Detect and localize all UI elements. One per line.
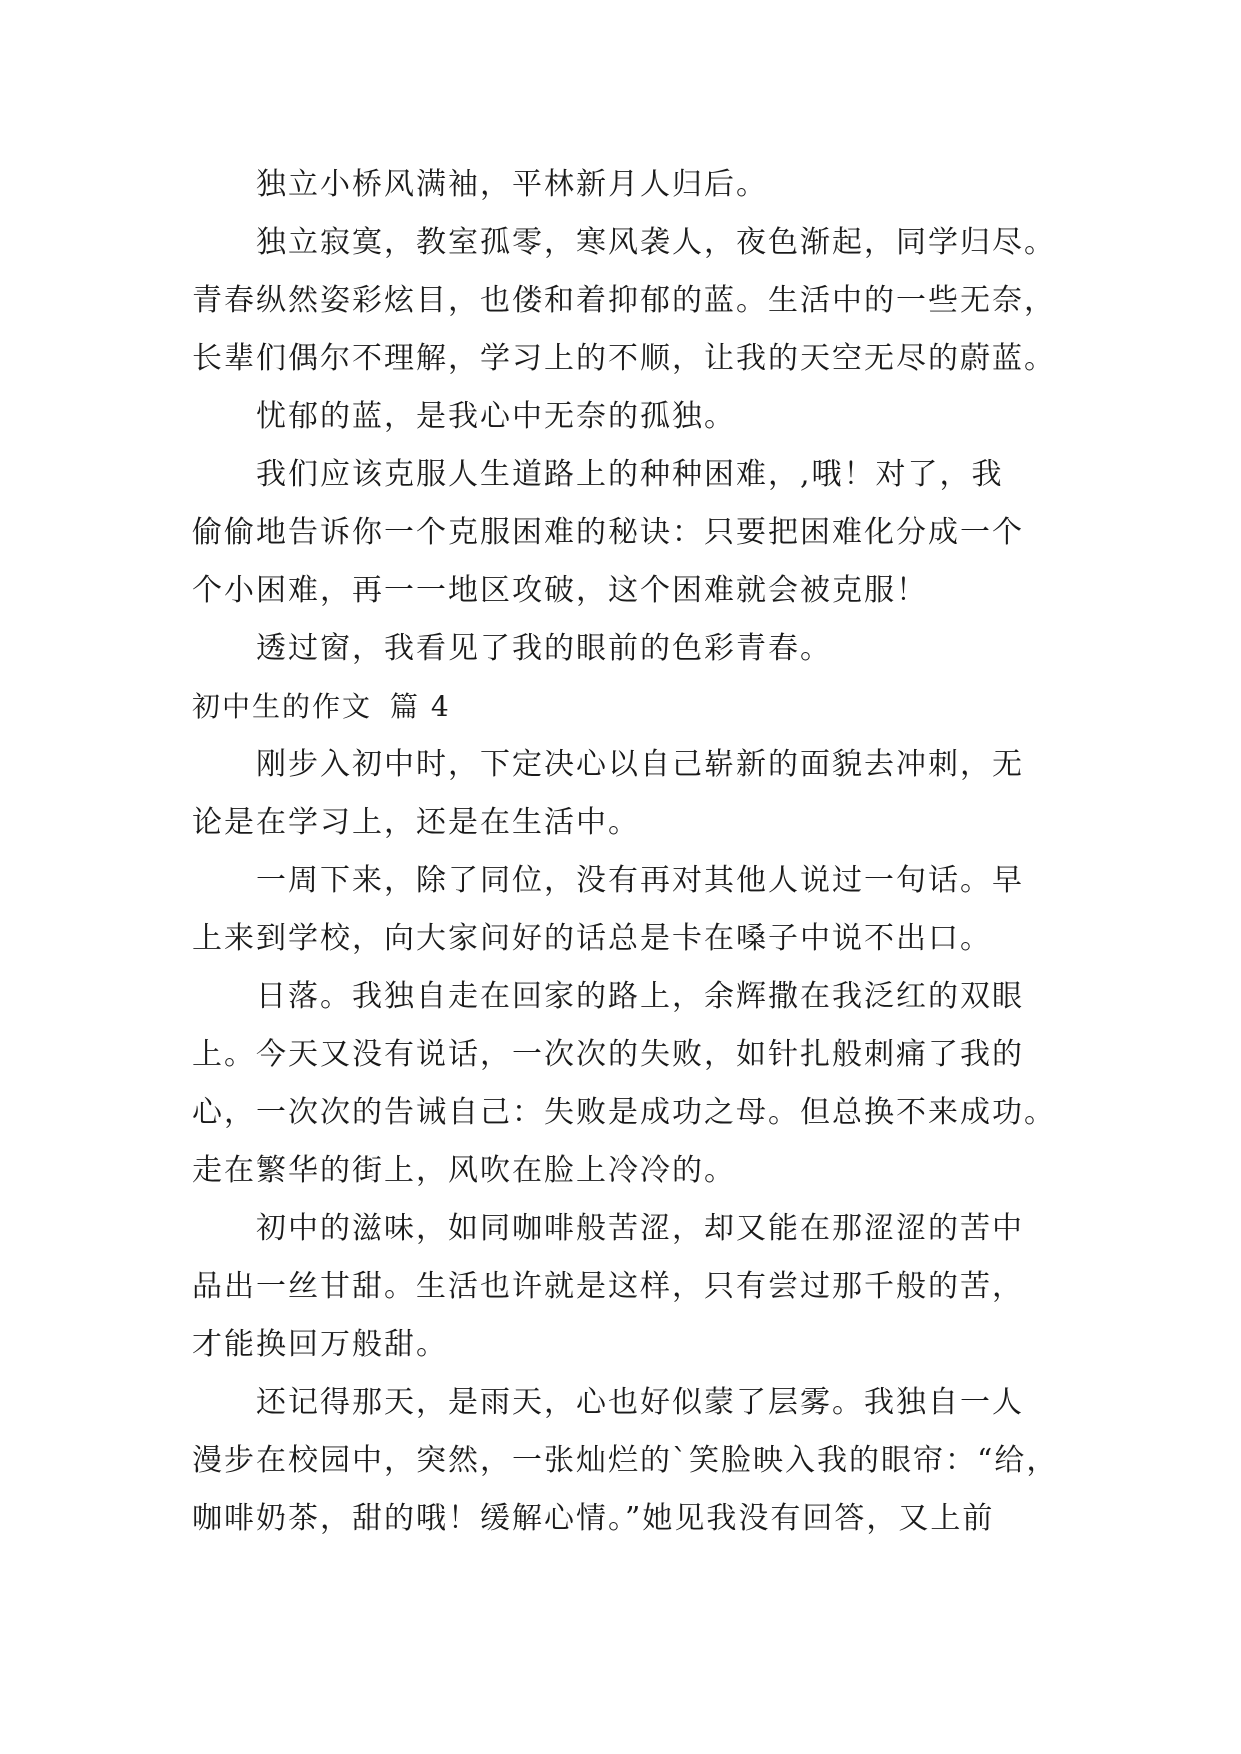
- text-line: 忧郁的蓝，是我心中无奈的孤独。: [256, 399, 736, 434]
- text-line: 我们应该克服人生道路上的种种困难，,哦！对了，我: [256, 457, 1004, 492]
- text-line: 透过窗，我看见了我的眼前的色彩青春。: [256, 631, 832, 666]
- text-line: 日落。我独自走在回家的路上，余辉撒在我泛红的双眼: [256, 979, 1024, 1014]
- text-line: 独立小桥风满袖，平林新月人归后。: [256, 167, 768, 202]
- text-line: 论是在学习上，还是在生活中。: [192, 805, 640, 840]
- text-line: 上来到学校，向大家问好的话总是卡在嗓子中说不出口。: [192, 921, 992, 956]
- text-line: 初中的滋味，如同咖啡般苦涩，却又能在那涩涩的苦中: [256, 1211, 1024, 1246]
- section-heading-title: 初中生的作文: [192, 690, 373, 723]
- document-body: [192, 156, 1059, 1548]
- text-line: 一周下来，除了同位，没有再对其他人说过一句话。早: [256, 863, 1024, 898]
- text-line: 还记得那天，是雨天，心也好似蒙了层雾。我独自一人: [256, 1385, 1024, 1420]
- text-line: 独立寂寞，教室孤零，寒风袭人，夜色渐起，同学归尽。: [256, 225, 1056, 260]
- text-line: 青春纵然姿彩炫目，也偻和着抑郁的蓝。生活中的一些无奈，: [192, 283, 1056, 318]
- text-line: 偷偷地告诉你一个克服困难的秘诀：只要把困难化分成一个: [192, 515, 1024, 550]
- text-line: 心，一次次的告诫自己：失败是成功之母。但总换不来成功。: [192, 1095, 1056, 1130]
- text-line: 上。今天又没有说话，一次次的失败，如针扎般刺痛了我的: [192, 1037, 1024, 1072]
- section-heading-number: 篇 4: [390, 690, 451, 723]
- text-line: 漫步在校园中，突然，一张灿烂的`笑脸映入我的眼帘：“给，: [192, 1443, 1059, 1478]
- text-line: 才能换回万般甜。: [192, 1327, 448, 1362]
- text-line: 个小困难，再一一地区攻破，这个困难就会被克服！: [192, 573, 928, 608]
- text-line: 咖啡奶茶，甜的哦！缓解心情。”她见我没有回答，又上前: [192, 1501, 995, 1536]
- text-line: 品出一丝甘甜。生活也许就是这样，只有尝过那千般的苦，: [192, 1269, 1024, 1304]
- text-line: 长辈们偶尔不理解，学习上的不顺，让我的天空无尽的蔚蓝。: [192, 341, 1056, 376]
- section-heading: [192, 678, 1052, 736]
- text-line: 走在繁华的街上，风吹在脸上冷冷的。: [192, 1153, 736, 1188]
- text-line: 刚步入初中时，下定决心以自己崭新的面貌去冲刺，无: [256, 747, 1024, 782]
